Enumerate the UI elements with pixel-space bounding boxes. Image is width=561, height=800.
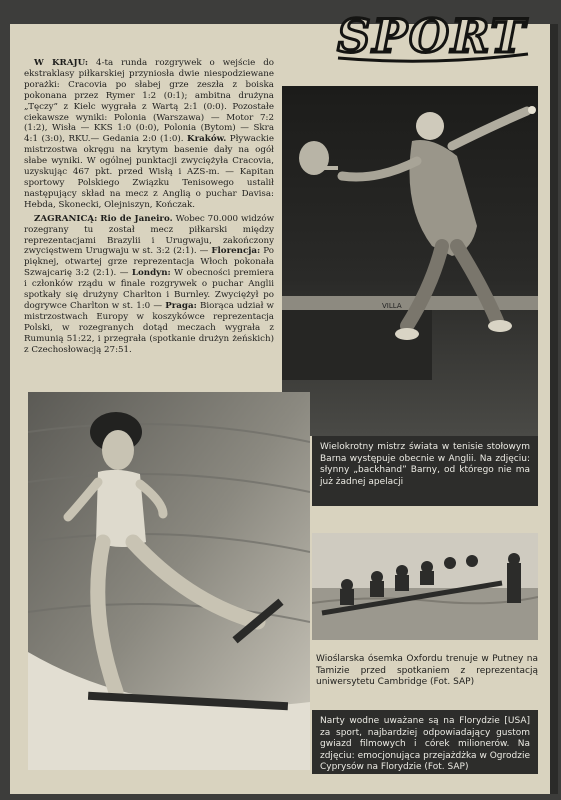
masthead-lettering: [330, 4, 535, 66]
water-ski-caption: Narty wodne uważane są na Florydzie [USA] za sport, najbardziej odpowiadający gustom gwiazd filmowych i córek milionerów. Na zdjęciu: emocjonująca przejażdżka w Ogrodzie Cyprysów na Florydzie (Fot. SAP): [312, 710, 538, 774]
paragraph-zagranica: ZAGRANICĄ: Rio de Janeiro. Wobec 70.000 widzów rozegrany tu został mecz piłkarski między reprezentacjami Brazylii i Urugwaju, zakończony zwycięstwem Urugwaju w st. 3:2 (2:1). — Florencja: Po pięknej, otwartej grze reprezentacja Włoch pokonała Szwajcarię 3:2 (2:1). — Londyn: W obecności premiera i członków rządu w finale rozgrywek o puchar Anglii spotkały się drużyny Charlton i Burnley. Zwyciężył po dogrywce Charlton w st. 1:0 — Praga: Biorąca udział w mistrzostwach Europy w koszykówce reprezentacja Polski, w rozegranych dotąd meczach wygrała z Rumunią 51:22, i przegrała (spotkanie drużyn żeńskich) z Czechosłowacją 27:51.: [24, 213, 275, 355]
rowing-caption: Wioślarska ósemka Oxfordu trenuje w Putney na Tamizie przed spotkaniem z reprezentacją uniwersytetu Cambridge (Fot. SAP): [316, 654, 538, 687]
svg-text:SPORT: SPORT: [337, 9, 527, 63]
sport-masthead: [330, 4, 535, 66]
svg-text:VILLA: VILLA: [382, 302, 402, 310]
water-ski-photo: [28, 392, 310, 770]
rowing-photo: [312, 533, 538, 640]
paragraph-kraj: W KRAJU: 4-ta runda rozgrywek o wejście do ekstraklasy piłkarskiej przyniosła dwie niespodziewane porażki: Cracovia po słabej grze zeszła z boiska pokonana przez Rymer 1:2 (0:1); ambitna drużyna „Tęczy” z Kielc wygrała z Wartą 2:1 (0:0). Pozostałe ciekawsze wyniki: Polonia (Warszawa) — Motor 7:2 (1:2), Wisła — KKS 1:0 (0:0), Polonia (Bytom) — Skra 4:1 (3:0), RKU.— Gedania 2:0 (1:0). Kraków. Pływackie mistrzostwa okręgu na krytym basenie dały na ogół słabe wyniki. W ogólnej punktacji zwyciężyła Cracovia, uzyskując 467 pkt. przed Wisłą i AZS-m. — Kapitan sportowy Polskiego Związku Tenisowego ustalił następujący skład na mecz z Anglią o puchar Davisa: Hebda, Skonecki, Olejniszyn, Kończak.: [24, 58, 274, 210]
table-tennis-photo: [282, 86, 538, 436]
news-article: [24, 58, 274, 358]
table-tennis-caption: Wielokrotny mistrz świata w tenisie stołowym Barna występuje obecnie w Anglii. Na zdjęciu: słynny „backhand” Barny, od którego nie ma już żadnej apelacji: [312, 436, 538, 506]
